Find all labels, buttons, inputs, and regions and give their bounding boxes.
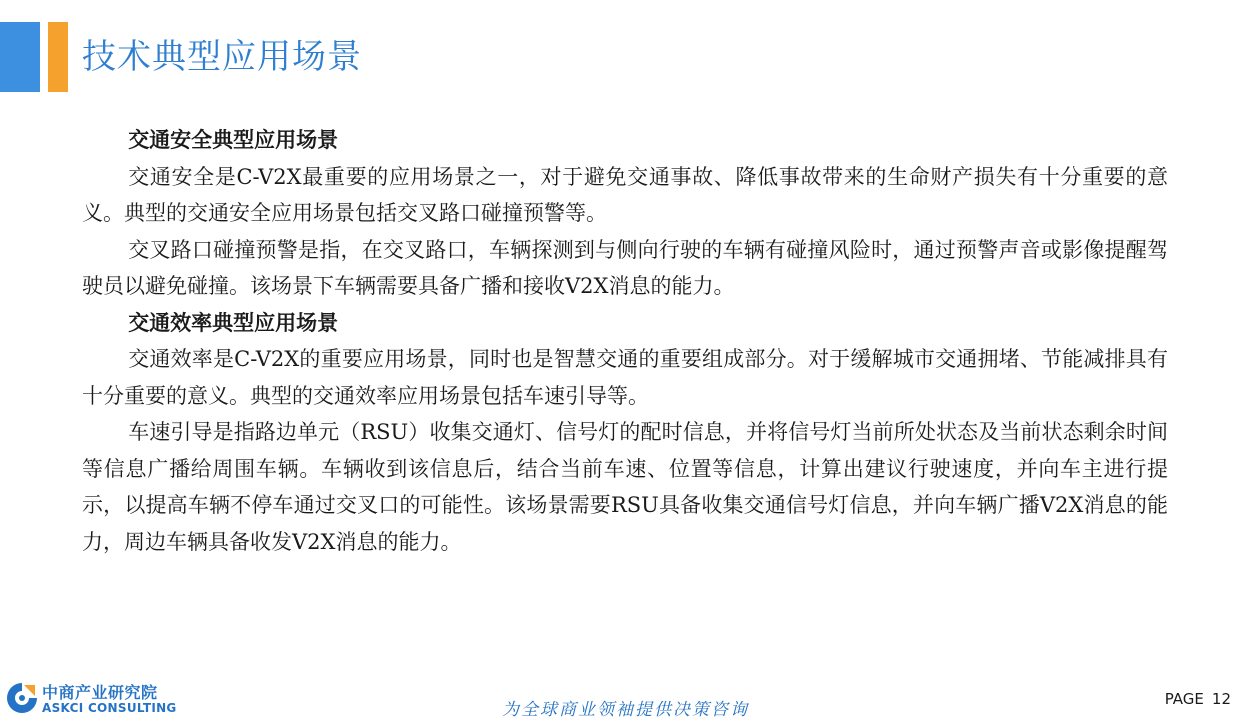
content-body [82,122,1168,560]
logo-name-cn: 中商产业研究院 [42,683,158,702]
footer-tagline: 为全球商业领袖提供决策咨询 [502,700,749,720]
page-title: 技术典型应用场景 [82,37,362,77]
header-accent-bar-blue [0,22,40,92]
paragraph-intersection-warning: 交叉路口碰撞预警是指，在交叉路口，车辆探测到与侧向行驶的车辆有碰撞风险时，通过预警声音或影像提醒驾驶员以避免碰撞。该场景下车辆需要具备广播和接收V2X消息的能力。 [82,237,1168,298]
paragraph-safety-intro: 交通安全是C-V2X最重要的应用场景之一，对于避免交通事故、降低事故带来的生命财产损失有十分重要的意义。典型的交通安全应用场景包括交叉路口碰撞预警等。 [82,164,1168,225]
section-heading-safety: 交通安全典型应用场景 [128,127,339,152]
section-heading-efficiency: 交通效率典型应用场景 [128,309,339,335]
paragraph-efficiency-intro: 交通效率是C-V2X的重要应用场景，同时也是智慧交通的重要组成部分。对于缓解城市交通拥堵、节能减排具有十分重要的意义。典型的交通效率应用场景包括车速引导等。 [82,347,1168,408]
page-number-value: 12 [1211,690,1231,708]
paragraph-speed-guidance: 车速引导是指路边单元（RSU）收集交通灯、信号灯的配时信息，并将信号灯当前所处状态及当前状态剩余时间等信息广播给周围车辆。车辆收到该信息后，结合当前车速、位置等信息，计算出建议行驶速度，并向车主进行提示，以提高车辆不停车通过交叉口的可能性。该场景需要RSU具备收集交通信号灯信息，并向车辆广播V2X消息的能力，周边车辆具备收发V2X消息的能力。 [82,420,1168,554]
logo-name-en: ASKCI CONSULTING [42,701,177,715]
page-number [1165,690,1231,708]
page-label: PAGE [1164,690,1204,708]
header-accent-bar-orange [48,22,68,92]
